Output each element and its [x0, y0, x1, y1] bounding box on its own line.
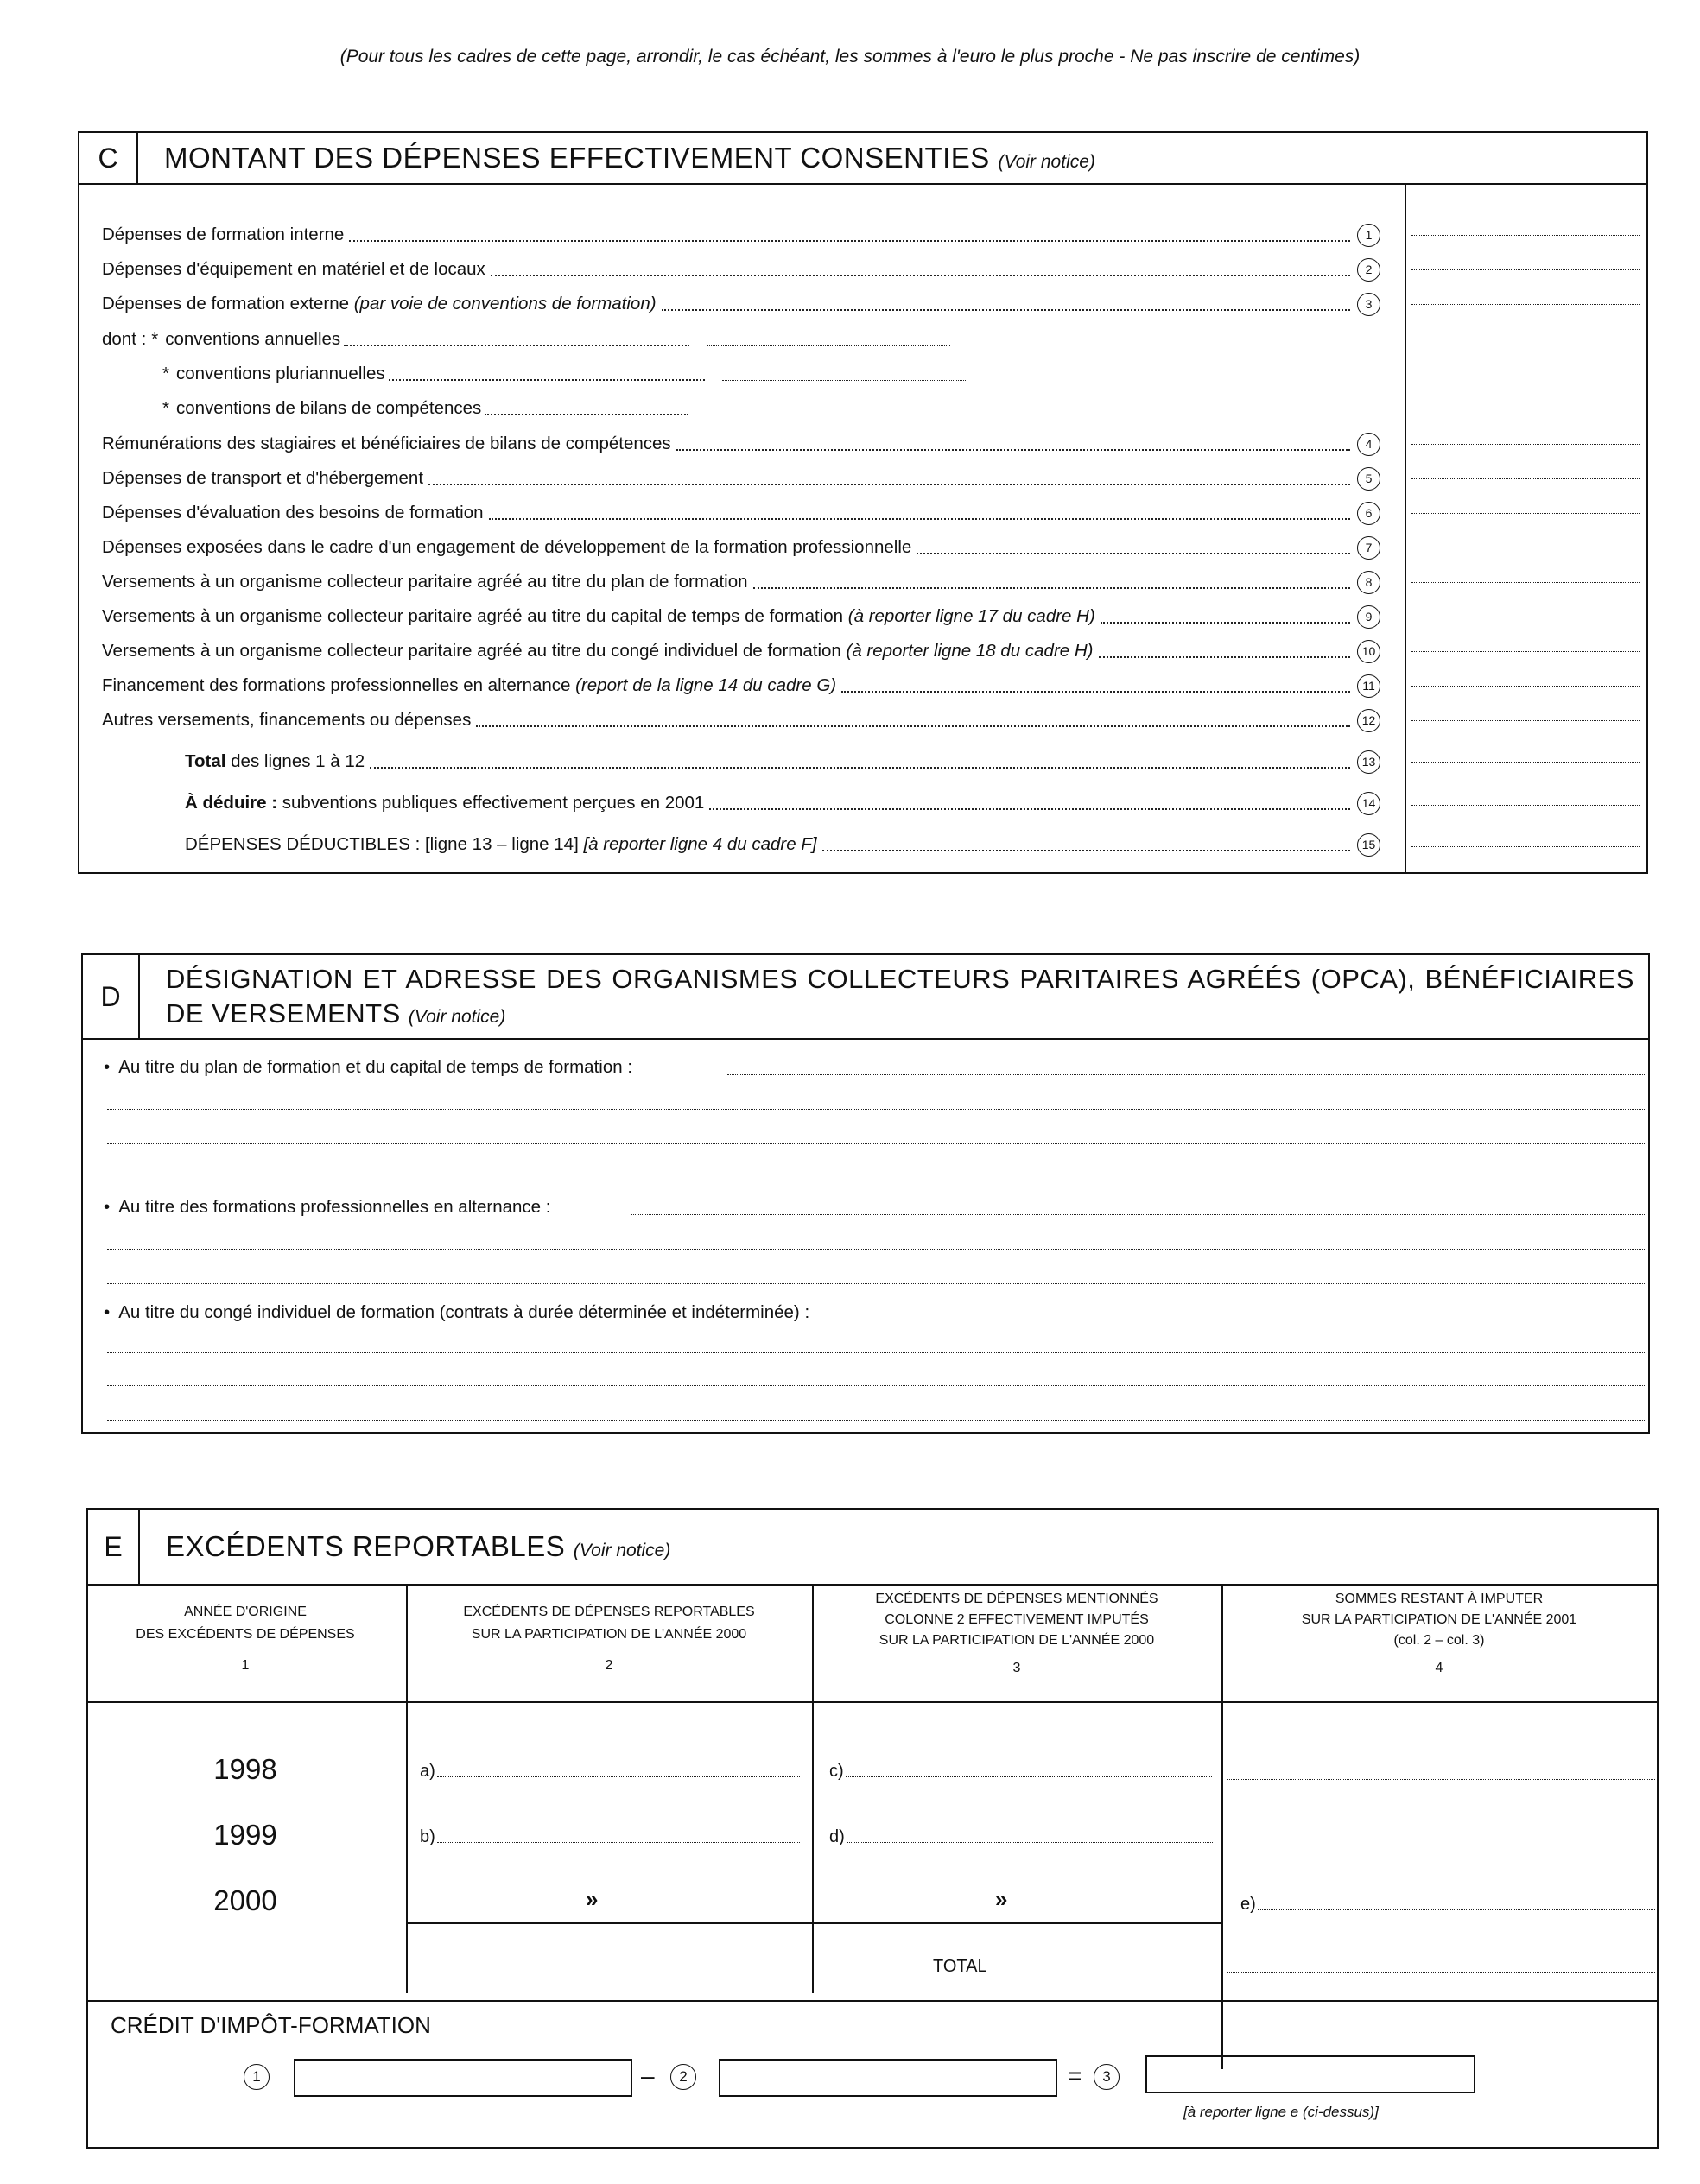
line-14-row: [185, 788, 1380, 819]
field-a-input[interactable]: [437, 1766, 800, 1777]
field-b-label: b): [420, 1827, 435, 1846]
col-2-header-line1: EXCÉDENTS DE DÉPENSES REPORTABLES: [463, 1605, 755, 1619]
col-header-rule: [88, 1701, 1657, 1703]
bullet: •: [104, 1302, 111, 1322]
d-item-cif-label: Au titre du congé individuel de formation (contrats à durée déterminée et indéterminée) :: [118, 1302, 810, 1322]
line-2-number: 2: [1357, 258, 1380, 282]
line-11-note: (report de la ligne 14 du cadre G): [575, 675, 837, 695]
line-12-dots: [476, 713, 1350, 727]
line-6-label: Dépenses d'évaluation des besoins de formation: [102, 503, 484, 522]
line-14-label: [185, 793, 704, 813]
d-item-cif: [104, 1302, 809, 1323]
line-3-dots: [662, 297, 1350, 311]
ditto-col-2: »: [586, 1886, 599, 1912]
line-11-label: [102, 675, 836, 696]
section-d-letter: D: [83, 955, 140, 1038]
total-dots: [999, 1961, 1198, 1972]
line-6-number: 6: [1357, 502, 1380, 525]
line-8-number: 8: [1357, 571, 1380, 594]
line-9-label: [102, 606, 1095, 627]
amount-input-13[interactable]: [1411, 762, 1640, 763]
amount-input-4[interactable]: [1411, 444, 1640, 445]
amount-input-11[interactable]: [1411, 686, 1640, 687]
line-14-dots: [709, 796, 1350, 810]
credit-minus: –: [641, 2062, 655, 2089]
section-e-letter: E: [88, 1510, 140, 1584]
d-cif-input-4[interactable]: [107, 1420, 1645, 1421]
field-a-label: a): [420, 1762, 435, 1781]
d-item-plan: [104, 1057, 632, 1078]
d-plan-input-1[interactable]: [727, 1074, 1645, 1075]
total-bold: Total: [185, 751, 226, 771]
line-1-dots: [349, 228, 1350, 242]
line-9-label-text: Versements à un organisme collecteur paritaire agréé au titre du capital de temps de formation: [102, 606, 844, 626]
amount-input-3[interactable]: [1411, 304, 1640, 305]
col-2-number: 2: [605, 1658, 613, 1673]
credit-number-1: 1: [244, 2064, 270, 2090]
section-e-title-text: EXCÉDENTS REPORTABLES: [166, 1530, 566, 1562]
line-10-note: (à reporter ligne 18 du cadre H): [846, 641, 1094, 661]
total-row: [933, 1957, 1198, 1977]
line-3-number: 3: [1357, 293, 1380, 316]
credit-title: CRÉDIT D'IMPÔT-FORMATION: [111, 2012, 431, 2038]
line-2-label: Dépenses d'équipement en matériel et de locaux: [102, 259, 485, 279]
amount-input-1[interactable]: [1411, 235, 1640, 236]
subline-skills-dots: [485, 402, 688, 415]
line-12-label: Autres versements, financements ou dépenses: [102, 710, 472, 730]
line-11-label-text: Financement des formations professionnelles en alternance: [102, 675, 571, 695]
credit-number-3: 3: [1094, 2064, 1120, 2090]
line-5-dots: [428, 472, 1350, 485]
line-11-number: 11: [1357, 674, 1380, 698]
col-1-number: 1: [241, 1658, 250, 1673]
line-3-note: (par voie de conventions de formation): [353, 294, 657, 313]
table-bottom-rule: [406, 1922, 1221, 1924]
total-input[interactable]: [1227, 1972, 1655, 1973]
credit-equals: =: [1068, 2062, 1082, 2089]
line-14-number: 14: [1357, 792, 1380, 815]
bullet: •: [104, 1057, 111, 1077]
line-8-dots: [753, 575, 1350, 589]
deductibles-note: [à reporter ligne 4 du cadre F]: [583, 834, 817, 854]
section-c-letter: C: [79, 133, 138, 183]
total-rule: [88, 2000, 1657, 2002]
section-c-header-rule: [79, 183, 1646, 185]
line-3-label-text: Dépenses de formation externe: [102, 294, 350, 313]
subline-multiyear-dots: [389, 367, 705, 381]
amount-input-8[interactable]: [1411, 582, 1640, 583]
line-3-row: [102, 288, 1380, 320]
subline-skills-label: conventions de bilans de compétences: [175, 398, 482, 418]
d-item-plan-label: Au titre du plan de formation et du capital de temps de formation :: [118, 1057, 633, 1077]
line-12-row: [102, 705, 1380, 736]
line-6-row: [102, 497, 1380, 529]
line-1-number: 1: [1357, 224, 1380, 247]
line-2-dots: [491, 263, 1350, 276]
line-7-dots: [917, 541, 1350, 554]
line-13-label: [185, 751, 365, 772]
section-e-notice: (Voir notice): [573, 1541, 671, 1560]
field-c[interactable]: [829, 1762, 1212, 1782]
amount-input-12[interactable]: [1411, 720, 1640, 721]
d-cif-input-3[interactable]: [107, 1385, 1645, 1386]
subline-annual-label: conventions annuelles: [165, 329, 341, 349]
credit-input-1[interactable]: [294, 2059, 632, 2097]
credit-input-3[interactable]: [1145, 2055, 1475, 2093]
col-2-header-line2: SUR LA PARTICIPATION DE L'ANNÉE 2000: [471, 1627, 747, 1642]
field-d[interactable]: [829, 1827, 1213, 1847]
line-15-dots: [822, 838, 1350, 851]
field-e[interactable]: [1240, 1895, 1655, 1915]
line-6-dots: [489, 506, 1350, 520]
section-c-title: [164, 142, 1095, 174]
line-5-label: Dépenses de transport et d'hébergement: [102, 468, 424, 488]
col-3-header-line1: EXCÉDENTS DE DÉPENSES MENTIONNÉS: [875, 1592, 1158, 1606]
deductibles-text: DÉPENSES DÉDUCTIBLES : [ligne 13 – ligne 14]: [185, 834, 579, 854]
line-9-dots: [1101, 610, 1350, 624]
asterisk: *: [151, 329, 159, 349]
line-9-row: [102, 601, 1380, 632]
line-1-label: Dépenses de formation interne: [102, 225, 345, 244]
d-item-alternance: [104, 1197, 550, 1218]
amount-input-2[interactable]: [1411, 269, 1640, 270]
d-plan-input-3[interactable]: [107, 1143, 1645, 1144]
section-e-title: [166, 1530, 670, 1563]
total-label: TOTAL: [933, 1957, 987, 1976]
line-11-row: [102, 670, 1380, 701]
amount-input-10[interactable]: [1411, 651, 1640, 652]
dont-subline-1: [102, 325, 950, 354]
line-3-label: [102, 294, 657, 314]
field-b-input[interactable]: [437, 1832, 800, 1843]
line-11-dots: [841, 679, 1350, 693]
line-4-row: [102, 428, 1380, 459]
line-10-row: [102, 636, 1380, 667]
line-10-dots: [1099, 644, 1350, 658]
line-9-note: (à reporter ligne 17 du cadre H): [847, 606, 1095, 626]
field-c-input[interactable]: [846, 1766, 1212, 1777]
col-4-header-line2: SUR LA PARTICIPATION DE L'ANNÉE 2001: [1301, 1612, 1577, 1627]
section-c-amount-column-rule: [1405, 183, 1406, 872]
dont-subline-2: [162, 359, 966, 389]
col-4-header: [1223, 1589, 1655, 1679]
deduire-text: subventions publiques effectivement perçues en 2001: [282, 793, 705, 813]
asterisk: *: [162, 364, 169, 383]
line-12-number: 12: [1357, 709, 1380, 732]
line-8-row: [102, 567, 1380, 598]
field-a[interactable]: [420, 1762, 800, 1782]
total-text: des lignes 1 à 12: [231, 751, 365, 771]
d-alternance-input-2[interactable]: [107, 1249, 1645, 1250]
credit-input-2[interactable]: [719, 2059, 1057, 2097]
bullet: •: [104, 1197, 111, 1217]
col-3-header: [814, 1589, 1220, 1679]
line-7-row: [102, 532, 1380, 563]
section-d-title-line2-text: DE VERSEMENTS: [166, 998, 401, 1029]
line-2-row: [102, 254, 1380, 285]
subline-multiyear-label: conventions pluriannuelles: [175, 364, 385, 383]
line-15-row: [185, 829, 1380, 860]
line-13-number: 13: [1357, 750, 1380, 774]
line-15-number: 15: [1357, 833, 1380, 857]
col-2-header: [408, 1601, 810, 1677]
col-4-input-1998[interactable]: [1227, 1779, 1655, 1780]
d-alternance-input-3[interactable]: [107, 1283, 1645, 1284]
line-15-label: [185, 834, 817, 855]
line-13-row: [185, 746, 1380, 777]
year-1998: 1998: [213, 1753, 277, 1785]
line-8-label: Versements à un organisme collecteur paritaire agréé au titre du plan de formation: [102, 572, 748, 592]
amount-input-5[interactable]: [1411, 478, 1640, 479]
field-d-input[interactable]: [847, 1832, 1213, 1843]
field-b[interactable]: [420, 1827, 800, 1847]
credit-note: [à reporter ligne e (ci-dessus)]: [1183, 2104, 1379, 2120]
dont-subline-3: [162, 394, 949, 423]
section-d-box: [81, 953, 1650, 1434]
deduire-bold: À déduire :: [185, 793, 278, 813]
section-d-notice: (Voir notice): [408, 1007, 506, 1027]
field-c-label: c): [829, 1762, 844, 1781]
d-cif-input-2[interactable]: [107, 1352, 1645, 1353]
field-e-label: e): [1240, 1895, 1256, 1914]
col-4-header-line3: (col. 2 – col. 3): [1393, 1633, 1485, 1648]
year-2000: 2000: [213, 1884, 277, 1916]
dont-label: dont :: [102, 329, 147, 349]
credit-number-2: 2: [670, 2064, 696, 2090]
section-e-header-rule: [88, 1584, 1657, 1586]
line-5-number: 5: [1357, 467, 1380, 491]
col-1-header-line2: DES EXCÉDENTS DE DÉPENSES: [136, 1627, 355, 1642]
subline-annual-dots: [344, 332, 689, 346]
subline-skills-input[interactable]: [706, 402, 949, 415]
section-d-title-line2: [166, 997, 1634, 1035]
d-alternance-input-1[interactable]: [631, 1214, 1645, 1215]
field-e-input[interactable]: [1258, 1899, 1655, 1910]
line-10-label-text: Versements à un organisme collecteur paritaire agréé au titre du congé individuel de formation: [102, 641, 841, 661]
section-c-notice: (Voir notice): [998, 152, 1095, 172]
col-4-header-line1: SOMMES RESTANT À IMPUTER: [1335, 1592, 1544, 1606]
col-4-number: 4: [1435, 1661, 1443, 1675]
year-1999: 1999: [213, 1819, 277, 1851]
line-9-number: 9: [1357, 605, 1380, 629]
amount-input-15[interactable]: [1411, 846, 1640, 847]
line-4-dots: [676, 437, 1350, 451]
line-7-number: 7: [1357, 536, 1380, 560]
section-d-title: [166, 962, 1634, 1035]
subline-multiyear-input[interactable]: [722, 368, 966, 381]
col-3-header-line2: COLONNE 2 EFFECTIVEMENT IMPUTÉS: [885, 1612, 1149, 1627]
line-5-row: [102, 463, 1380, 494]
col-1-header-line1: ANNÉE D'ORIGINE: [184, 1605, 307, 1619]
d-item-alternance-label: Au titre des formations professionnelles en alternance :: [118, 1197, 551, 1217]
asterisk: *: [162, 398, 169, 418]
line-13-dots: [370, 755, 1350, 769]
line-7-label: Dépenses exposées dans le cadre d'un engagement de développement de la formation professionnelle: [102, 537, 912, 557]
amount-input-6[interactable]: [1411, 513, 1640, 514]
ditto-col-3: »: [995, 1886, 1008, 1912]
amount-input-14[interactable]: [1411, 805, 1640, 806]
line-10-label: [102, 641, 1094, 662]
line-4-label: Rémunérations des stagiaires et bénéficiaires de bilans de compétences: [102, 434, 671, 453]
top-note: (Pour tous les cadres de cette page, arrondir, le cas échéant, les sommes à l'euro le plus proche - Ne pas inscrire de centimes): [339, 47, 1361, 66]
line-4-number: 4: [1357, 433, 1380, 456]
col-3-header-line3: SUR LA PARTICIPATION DE L'ANNÉE 2000: [879, 1633, 1155, 1648]
subline-annual-input[interactable]: [707, 333, 950, 346]
section-d-title-line1: DÉSIGNATION ET ADRESSE DES ORGANISMES COLLECTEURS PARITAIRES AGRÉÉS (OPCA), BÉNÉFICIAIRES: [166, 964, 1634, 994]
d-plan-input-2[interactable]: [107, 1109, 1645, 1110]
field-d-label: d): [829, 1827, 845, 1846]
line-10-number: 10: [1357, 640, 1380, 663]
line-1-row: [102, 219, 1380, 250]
col-1-header: [90, 1601, 401, 1677]
col-3-number: 3: [1012, 1661, 1021, 1675]
section-d-header-rule: [83, 1038, 1648, 1040]
section-c-title-text: MONTANT DES DÉPENSES EFFECTIVEMENT CONSENTIES: [164, 142, 990, 174]
